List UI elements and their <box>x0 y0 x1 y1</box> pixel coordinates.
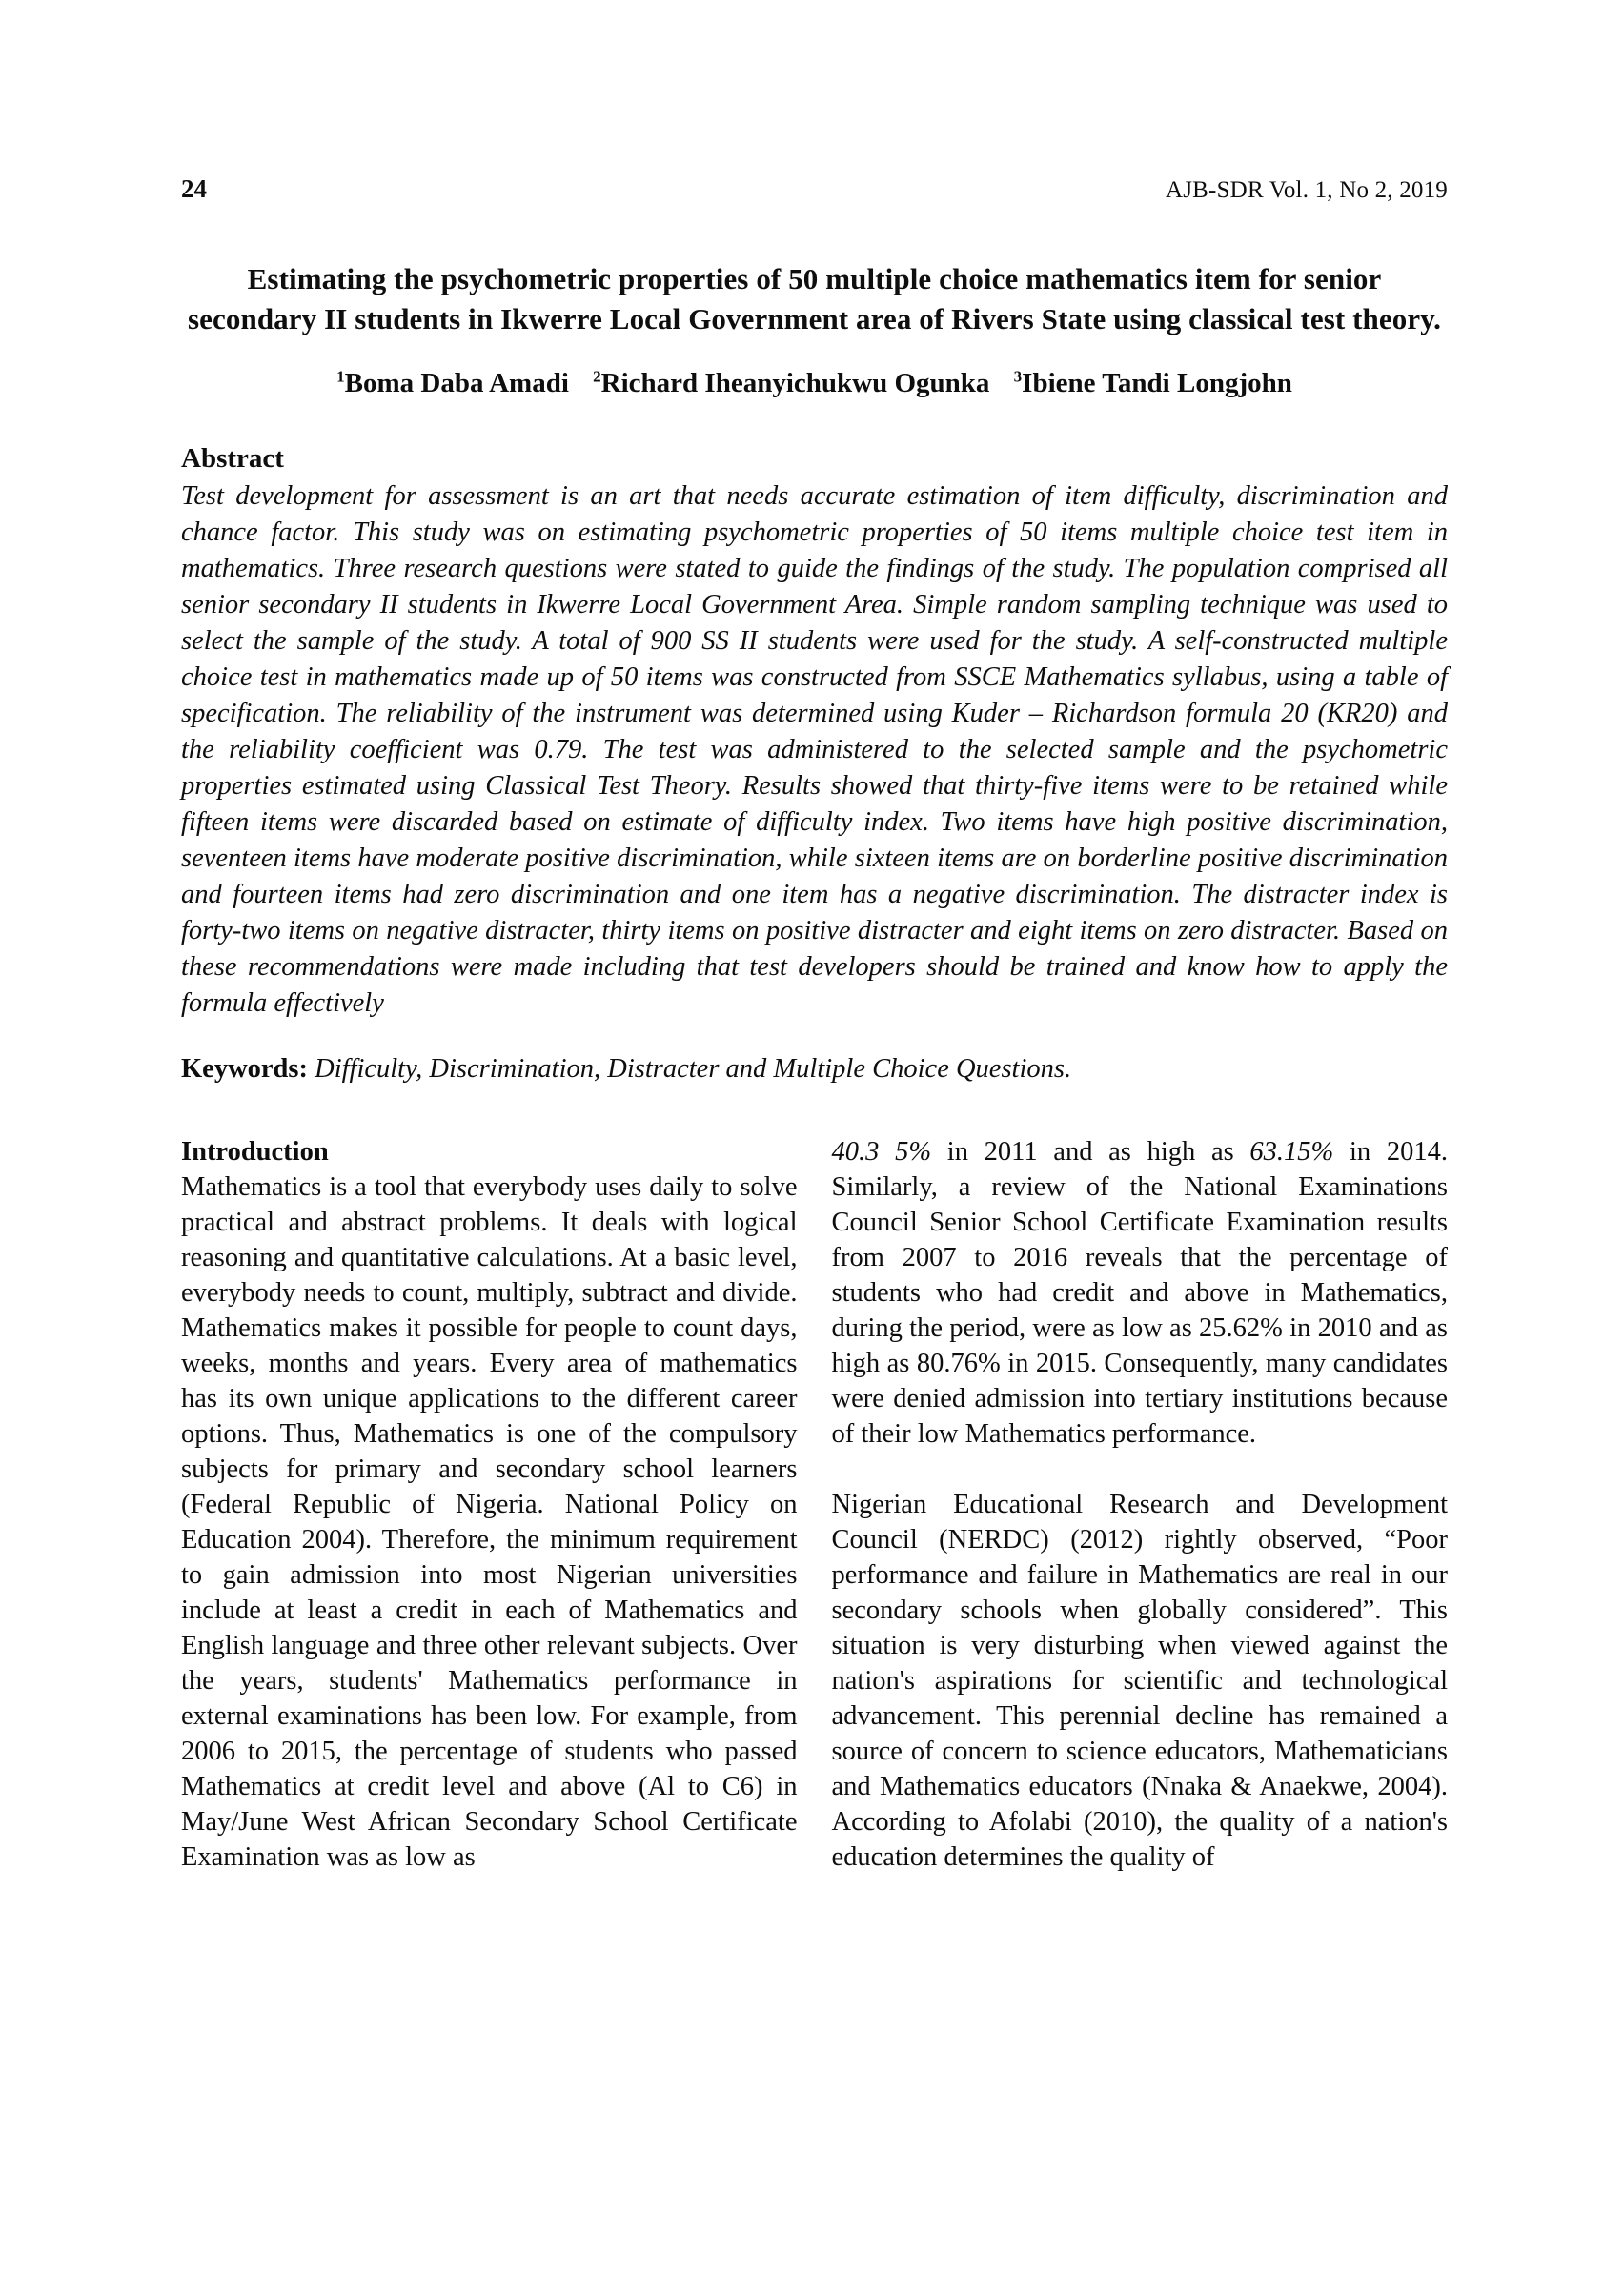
article-title: Estimating the psychometric properties of 50 multiple choice mathematics item for senior secondary II students in Ikwerre Local Government area of Rivers State using classical test theory. <box>188 262 1441 335</box>
introduction-heading: Introduction <box>181 1137 329 1167</box>
keywords-text: Difficulty, Discrimination, Distracter and Multiple Choice Questions. <box>307 1054 1072 1084</box>
abstract-text: Test development for assessment is an art that needs accurate estimation of item difficulty, discrimination and chance factor. This study was on estimating psychometric properties of 50 items multiple choice test item in mathematics. Three research questions were stated to guide the findings of the study. The population comprised all senior secondary II students in Ikwerre Local Government Area. Simple random sampling technique was used to select the sample of the study. A total of 900 SS II students were used for the study. A self-constructed multiple choice test in mathematics made up of 50 items was constructed from SSCE Mathematics syllabus, using a table of specification. The reliability of the instrument was determined using Kuder – Richardson formula 20 (KR20) and the reliability coefficient was 0.79. The test was administered to the selected sample and the psychometric properties estimated using Classical Test Theory. Results showed that thirty-five items were to be retained while fifteen items were discarded based on estimate of difficulty index. Two items have high positive discrimination, seventeen items have moderate positive discrimination, while sixteen items are on borderline positive discrimination and fourteen items had zero discrimination and one item has a negative discrimination. The distracter index is forty-two items on negative distracter, thirty items on positive distracter and eight items on zero distracter. Based on these recommendations were made including that test developers should be trained and know how to apply the formula effectively <box>181 481 1448 1018</box>
author-1 <box>336 368 569 398</box>
journal-reference: AJB-SDR Vol. 1, No 2, 2019 <box>1166 177 1448 203</box>
author-2-superscript: 2 <box>593 367 601 386</box>
paragraph-spacer <box>832 1452 1449 1487</box>
page-header <box>181 174 1448 204</box>
introduction-left-paragraph: Mathematics is a tool that everybody uses daily to solve practical and abstract problems. It deals with logical reasoning and quantitative calculations. At a basic level, everybody needs to count, multiply, subtract and divide. Mathematics makes it possible for people to count days, weeks, months and years. Every area of mathematics has its own unique applications to the different career options. Thus, Mathematics is one of the compulsory subjects for primary and secondary school learners (Federal Republic of Nigeria. National Policy on Education 2004). Therefore, the minimum requirement to gain admission into most Nigerian universities include at least a credit in each of Mathematics and English language and three other relevant subjects. Over the years, students' Mathematics performance in external examinations has been low. For example, from 2006 to 2015, the percentage of students who passed Mathematics at credit level and above (Al to C6) in May/June West African Secondary School Certificate Examination was as low as <box>181 1172 798 1872</box>
paragraph-1-rest: in 2014. Similarly, a review of the National Examinations Council Senior School Certificate Examination results from 2007 to 2016 reveals that the percentage of students who had credit and above in Mathematics, during the period, were as low as 25.62% in 2010 and as high as 80.76% in 2015. Consequently, many candidates were denied admission into tertiary institutions because of their low Mathematics performance. <box>831 1137 1448 1449</box>
stat-value-1: 40.3 5% <box>831 1137 932 1167</box>
stat-value-2: 63.15% <box>1249 1137 1334 1167</box>
author-2-name: Richard Iheanyichukwu Ogunka <box>600 368 990 398</box>
keywords-label: Keywords: <box>181 1054 308 1084</box>
abstract-heading: Abstract <box>181 443 284 474</box>
right-column <box>832 1134 1449 1875</box>
page-number: 24 <box>181 174 207 203</box>
author-1-superscript: 1 <box>336 367 345 386</box>
author-1-name: Boma Daba Amadi <box>344 368 569 398</box>
author-3-name: Ibiene Tandi Longjohn <box>1022 368 1292 398</box>
author-2 <box>593 368 989 398</box>
author-3-superscript: 3 <box>1013 367 1023 386</box>
keywords-line <box>181 1054 1448 1085</box>
author-3 <box>1014 368 1292 398</box>
paragraph-1-mid: in 2011 and as high as <box>931 1137 1250 1167</box>
introduction-right-paragraph-1 <box>832 1134 1449 1452</box>
authors-line <box>181 368 1448 399</box>
introduction-columns <box>181 1134 1448 1875</box>
left-column <box>181 1134 798 1875</box>
introduction-right-paragraph-2: Nigerian Educational Research and Development Council (NERDC) (2012) rightly observed, “Poor performance and failure in Mathematics are real in our secondary schools when globally considered”. This situation is very disturbing when viewed against the nation's aspirations for scientific and technological advancement. This perennial decline has remained a source of concern to science educators, Mathematicians and Mathematics educators (Nnaka & Anaekwe, 2004). According to Afolabi (2010), the quality of a nation's education determines the quality of <box>831 1490 1448 1872</box>
